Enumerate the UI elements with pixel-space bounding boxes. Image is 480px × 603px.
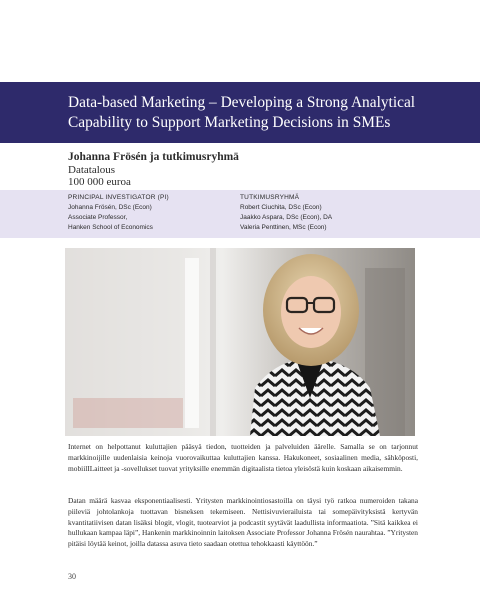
pi-line: Hanken School of Economics bbox=[68, 224, 153, 231]
funding-amount: 100 000 euroa bbox=[68, 176, 131, 188]
portrait-photo bbox=[65, 248, 415, 436]
team-member: Jaakko Aspara, DSc (Econ), DA bbox=[240, 214, 333, 221]
team-member: Robert Ciuchita, DSc (Econ) bbox=[240, 204, 322, 211]
research-group-name: Johanna Frösén ja tutkimusryhmä bbox=[68, 151, 239, 163]
team-heading: TUTKIMUSRYHMÄ bbox=[240, 194, 300, 201]
research-team-column bbox=[240, 193, 420, 233]
team-member: Valeria Penttinen, MSc (Econ) bbox=[240, 224, 327, 231]
pi-line: Associate Professor, bbox=[68, 214, 128, 221]
body-paragraph-2: Datan määrä kasvaa eksponentiaalisesti. Yritysten markkinointiosastoilla on täysi työ ratkoa numeroiden takana piileviä johtolankoja tuottavan bisneksen tekemiseen. Nettisivuvierailuista tai somepäivityksistä kertyvän kvantitatiivisen datan lisäksi blogit, vlogit, tuotearviot ja podcastit syytävät laadullista informaatiota. ”Sitä kaikkea ei hullukaan kampaa läpi”, Hankenin markkinoinnin laitoksen Associate Professor Johanna Frösén naurahtaa. ”Yritysten pitäisi löytää keinot, joilla datassa asuva tieto saadaan otettua tehokkaasti käyttöön.” bbox=[68, 496, 418, 549]
pi-heading: PRINCIPAL INVESTIGATOR (PI) bbox=[68, 194, 169, 201]
article-title: Data-based Marketing – Developing a Strong Analytical Capability to Support Marketing Decisions in SMEs bbox=[68, 94, 416, 131]
research-field: Datatalous bbox=[68, 164, 116, 176]
pi-line: Johanna Frösén, DSc (Econ) bbox=[68, 204, 152, 211]
body-paragraph-1: Internet on helpottanut kuluttajien pääsyä tiedon, tuotteiden ja palveluiden äärelle. Samalla se on tarjonnut markkinoijille uudenlaisia keinoja vuorovaikuttaa kuluttajien kanssa. Hakukoneet, sosiaalinen media, sähköposti, mobiilILaitteet ja -sovellukset tuovat yrityksille enemmän digitaalista tietoa yleisöstä kuin koskaan aikaisemmin. bbox=[68, 442, 418, 473]
page-number: 30 bbox=[68, 572, 76, 581]
principal-investigator-column bbox=[68, 193, 233, 233]
